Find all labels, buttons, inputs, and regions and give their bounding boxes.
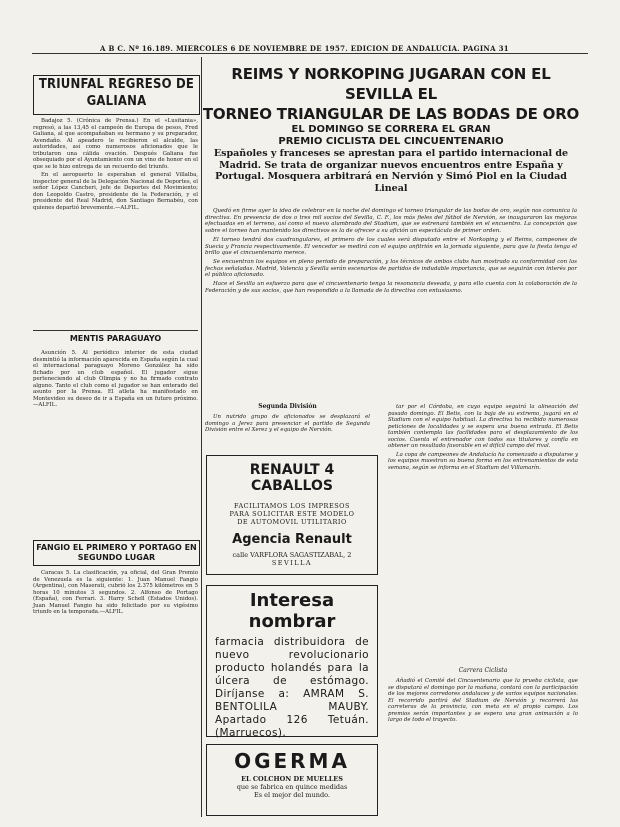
renault-line-3: DE AUTOMOVIL UTILITARIO [237, 518, 347, 526]
ciclismo-paragraph: Añadió el Comité del Cincuentenario que la prueba ciclista, que se disputará el domingo por la mañana, contará con la participación de los mejores corredores andaluces y de varios equipos nacionales. El recorrido partirá del Stadium de Nervión y recorrerá las carreteras de la provincia, con meta en el propio campo. Los premios serán importantes y se espera una gran animación a lo largo de todo el trayecto. [388, 678, 578, 723]
segunda-paragraph: Un nutrido grupo de aficionados se desplazará el domingo a Jerez para presenciar el partido de Segunda División entre el Xerez y el equipo de Nervión. [205, 414, 370, 433]
galiana-title: TRIUNFAL REGRESO DE GALIANA [38, 77, 195, 109]
main-paragraph-1: Quedó en firme ayer la idea de celebrar en la noche del domingo el torneo triangular de las bodas de oro, según nos comunica la directiva. En presencia de dos o tres mil socios del Sevilla, C. F., los más fieles del fútbol de Nervión, se inauguraron las mejoras efectuadas en el terreno, así como el nuevo alumbrado del Stadium, que se estrenará también en el encuentro. La concepción que sobre el torneo han mantenido los directivos es la de ofrecer a su afición un espectáculo de primer orden. [205, 208, 577, 235]
ciclismo-article [388, 678, 578, 726]
ogerma-line-2: que se fabrica en quince medidas [236, 783, 348, 791]
galiana-paragraph-1: Badajoz 5. (Crónica de Prensa.) En el «Lusitania», regresó, a las 13,45 el campeón de Europa de pesos, Fred Galiana, al que acompañaban su hermano y su preparador, Avendaño. Al apeadero le recibieron el alcalde, las autoridades, así como numerosos aficionados que le tributaron una cálida ovación. Después Galiana fue obsequiado por el Ayuntamiento con un vino de honor en el que se le hizo entrega de un recuerdo del triunfo. [33, 118, 198, 170]
renault-city: SEVILLA [271, 559, 313, 567]
mentis-title: MENTIS PARAGUAYO [69, 334, 162, 343]
fangio-paragraph: Caracas 5. La clasificación, ya oficial, del Gran Premio de Venezuela es la siguiente: 1. Juan Manuel Fangio (Argentina), con Maserati, cubrió los 2.375 kilómetros en 5 horas 10 minutos 3 segundos. 2. Alfonso de Portago (España), con Ferrari. 3. Harry Schell (Estados Unidos). Juan Manuel Fangio ha sido felicitado por su vigésimo triunfo en la temporada.—ALFIL. [33, 570, 198, 615]
renault-line-2: PARA SOLICITAR ESTE MODELO [229, 510, 355, 518]
galiana-title-box [33, 75, 200, 115]
column-separator [201, 57, 202, 817]
right-paragraph-1: tar por el Córdoba, en cuyo equipo seguirá la alineación del pasado domingo. El Betis, con la baja de su extremo, jugará en el Stadium con el equipo habitual. La directiva ha recibido numerosas peticiones de localidades y se espera una buena entrada. El Betis también contempla las facilidades para el desplazamiento de los socios. Cuenta el entrenador con todos sus titulares y confía en obtener un resultado favorable en el difícil campo del rival. [388, 404, 578, 449]
renault-line-1: FACILITAMOS LOS IMPRESOS [234, 502, 350, 510]
mentis-paragraph: Asunción 5. Al periódico interior de esta ciudad desmintió la información aparecida en España según la cual el internacional paraguayo Moreno González ha sido fichado por un club español. El jugador sigue perteneciendo al club Olimpia y no ha firmado contrato alguno. Tanto el club como el jugador se han enterado del asunto por la Prensa. El atleta ha manifestado en Montevideo su deseo de ir a España en un futuro próximo.—ALFIL. [33, 350, 198, 408]
interesa-ad [206, 585, 378, 737]
interesa-title: Interesa nombrar [248, 590, 336, 632]
fangio-title: FANGIO EL PRIMERO Y PORTAGO EN SEGUNDO LUGAR [33, 540, 200, 566]
galiana-article [33, 118, 198, 213]
right-column-article [388, 404, 578, 473]
main-paragraph-4: Hace el Sevilla un esfuerzo para que el cincuentenario tenga la resonancia deseada, y para ello cuenta con la colaboración de la Federación y de sus socios, que han respondido a la llamada de la directiva con entusiasmo. [205, 281, 577, 294]
renault-ad [206, 455, 378, 575]
ogerma-ad [206, 744, 378, 816]
headline-line-3: EL DOMINGO SE CORRERA EL GRAN [291, 124, 491, 135]
main-paragraph-2: El torneo tendrá dos cuadrangulares, el primero de los cuales será disputado entre el Norkoping y el Reims, campeones de Suecia y Francia respectivamente. El vencedor se medirá con el equipo anfitrión en la jornada siguiente, para que la fiesta tenga el brillo que el cincuentenario merece. [205, 236, 577, 257]
main-headline [202, 64, 580, 148]
galiana-paragraph-2: En el aeropuerto le esperaban el general Villalba, inspector general de la Delegación Nacional de Deportes, el señor López Cancheri, jefe de Deportes del Movimiento; don Leopoldo Castro, presidente de la Federación, y el presidente del Real Madrid, don Santiago Bernabéu, con quienes departió brevemente.—ALFIL. [33, 172, 198, 211]
main-subheadline: Españoles y franceses se aprestan para el partido internacional de Madrid. Se trata de organizar nuevos encuentros entre España y Portugal. Mosquera arbitrará en Nervión y Simó Piol en la Ciudad Lineal [213, 148, 569, 194]
ogerma-line-3: Es el mejor del mundo. [254, 791, 330, 799]
renault-title: RENAULT 4 CABALLOS [249, 462, 335, 494]
interesa-text: farmacia distribuidora de nuevo revolucionario producto holandés para la úlcera de estómago. Diríjanse a: AMRAM S. BENTOLILA MAUBY. Apartado 126 Tetuán. (Marruecos). [215, 636, 369, 739]
ciclismo-title: Carrera Ciclista [458, 667, 508, 674]
ogerma-title: OGERMA [234, 749, 350, 773]
headline-line-4: PREMIO CICLISTA DEL CINCUENTENARIO [278, 136, 504, 147]
mentis-article [33, 350, 198, 411]
renault-address: calle VARFLORA SAGASTIZABAL, 2 [232, 551, 352, 559]
segunda-title: Segunda División [258, 403, 317, 410]
headline-line-1: REIMS Y NORKOPING JUGARAN CON EL SEVILLA EL [231, 65, 551, 103]
ogerma-line-1: EL COLCHON DE MUELLES [241, 775, 343, 783]
page-header: A B C. Nº 16.189. MIERCOLES 6 DE NOVIEMBRE DE 1957. EDICION DE ANDALUCIA. PAGINA 31 [100, 44, 509, 53]
divider-1 [33, 330, 198, 331]
renault-agency: Agencia Renault [232, 532, 352, 547]
segunda-article [205, 414, 370, 436]
right-paragraph-2: La copa de campeones de Andalucía ha comenzado a disputarse y los equipos muestran su buena forma en los entrenamientos de esta semana, según se informa en el Stadium del Villamarín. [388, 451, 578, 471]
top-rule [32, 53, 588, 54]
main-paragraph-3: Se encuentran los equipos en pleno periodo de preparación, y los técnicos de ambos clubs han mostrado su conformidad con las fechas señaladas. Madrid, Valencia y Sevilla serán escenarios de partidos de indudable importancia, que se seguirán con interés por el público aficionado. [205, 258, 577, 279]
fangio-article [33, 570, 198, 618]
headline-line-2: TORNEO TRIANGULAR DE LAS BODAS DE ORO [202, 105, 580, 123]
main-article [205, 208, 577, 296]
